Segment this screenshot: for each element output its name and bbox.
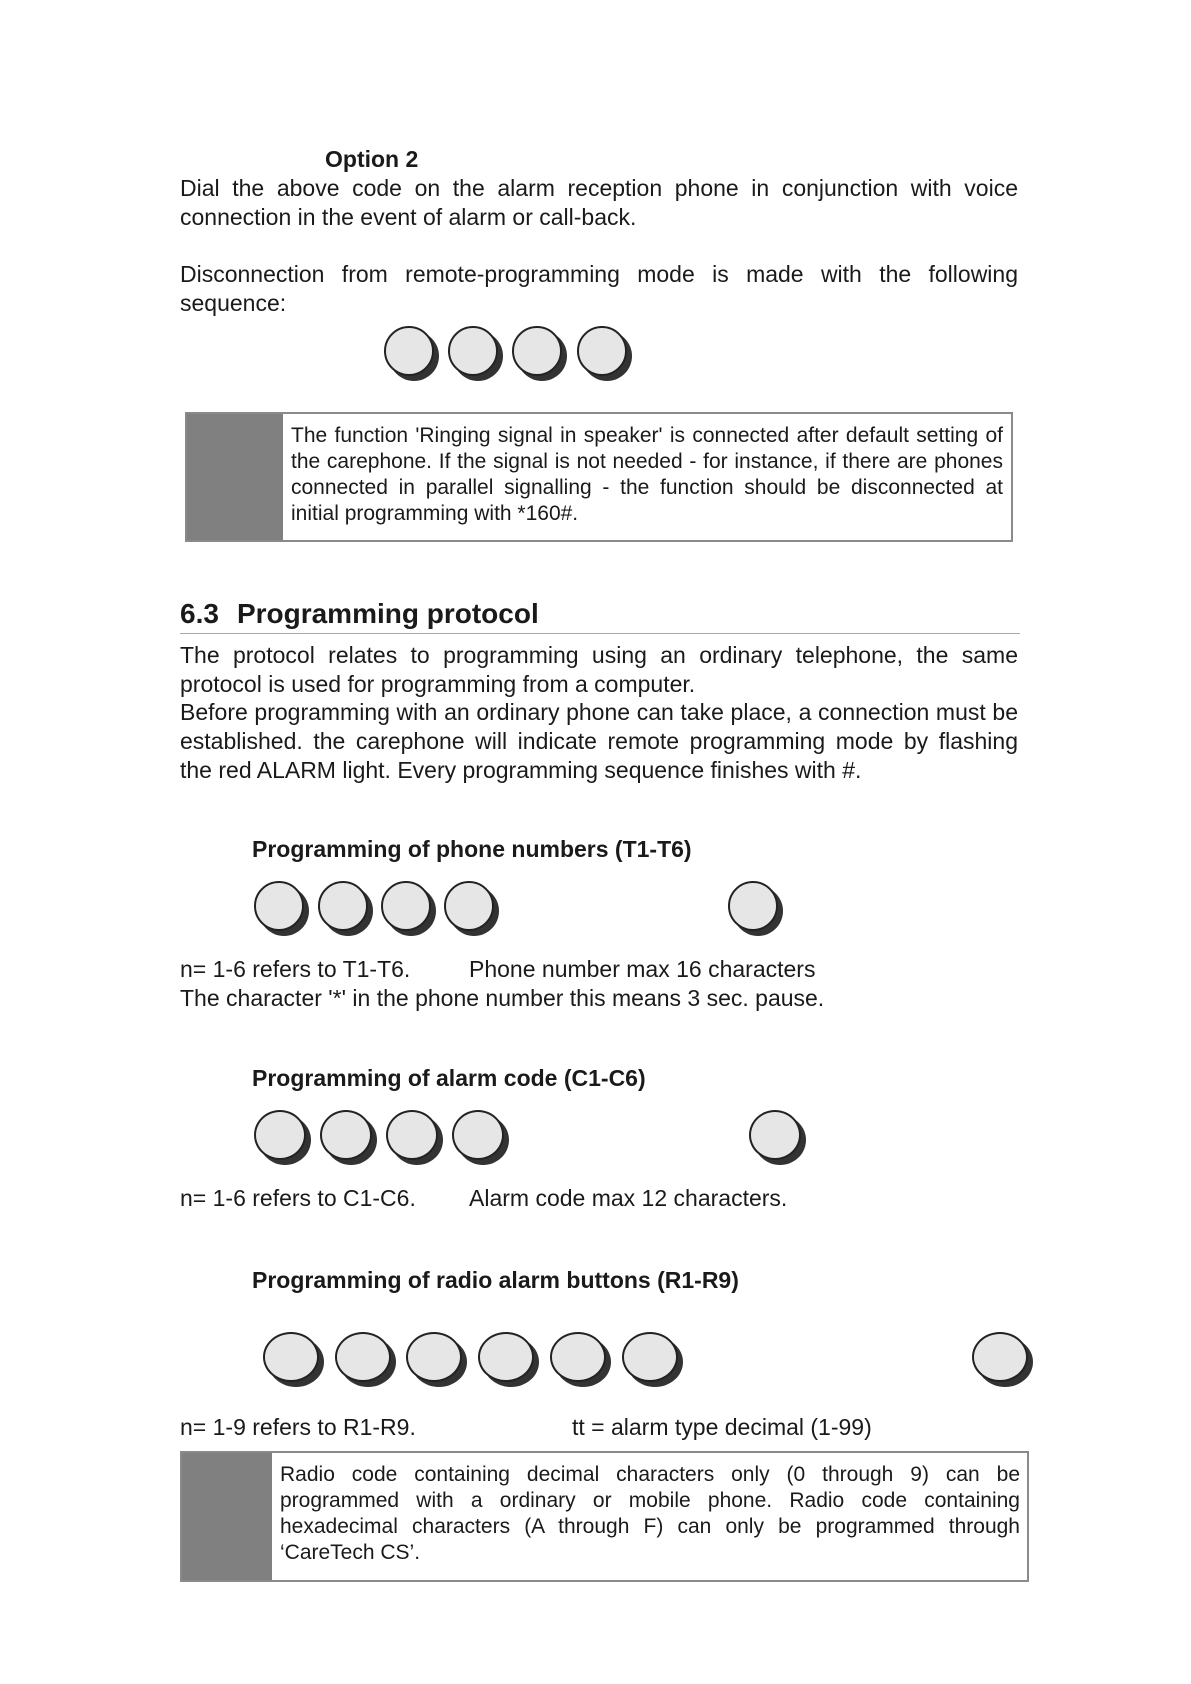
key-icon — [335, 1332, 391, 1382]
key-icon — [320, 1110, 372, 1160]
section-heading — [180, 598, 539, 630]
radio-note-tt: tt = alarm type decimal (1-99) — [572, 1414, 872, 1440]
alarm-note-max: Alarm code max 12 characters. — [469, 1185, 788, 1211]
key-icon — [512, 326, 562, 376]
phone-note-max: Phone number max 16 characters — [469, 956, 816, 982]
phone-note-n: n= 1-6 refers to T1-T6. — [180, 956, 411, 982]
alarm-note-n: n= 1-6 refers to C1-C6. — [180, 1185, 416, 1211]
disconnect-paragraph: Disconnection from remote-programming mode is made with the following sequence: — [180, 261, 1018, 316]
key-icon — [444, 881, 494, 931]
key-icon — [384, 326, 434, 376]
section-paragraph-1: The protocol relates to programming using an ordinary telephone, the same protocol is used for programming from a computer. — [180, 642, 1018, 697]
note-box-radio-code — [180, 1451, 1029, 1582]
note-text: The function 'Ringing signal in speaker' is connected after default setting of the carephone. If the signal is not needed - for instance, if there are phones connected in parallel signalling - the function should be disconnected at initial programming with *160#. — [291, 424, 1003, 525]
note-bar — [182, 1453, 272, 1580]
option-2-title: Option 2 — [325, 146, 419, 172]
phone-numbers-title: Programming of phone numbers (T1-T6) — [252, 836, 692, 862]
key-icon — [550, 1332, 606, 1382]
key-icon — [254, 881, 304, 931]
section-paragraph-2: Before programming with an ordinary phone can take place, a connection must be established. the carephone will indicate remote programming mode by flashing the red ALARM light. Every programming sequence finishes with #. — [180, 699, 1018, 783]
key-icon — [478, 1332, 534, 1382]
phone-note-pause: The character '*' in the phone number this means 3 sec. pause. — [180, 985, 825, 1011]
key-icon — [386, 1110, 438, 1160]
alarm-code-title: Programming of alarm code (C1-C6) — [252, 1065, 646, 1091]
heading-rule — [180, 633, 1020, 634]
key-icon — [318, 881, 368, 931]
note-box-ringing-signal — [185, 412, 1013, 542]
key-icon — [263, 1332, 319, 1382]
note-bar — [187, 414, 283, 540]
key-icon — [972, 1332, 1028, 1382]
key-icon — [728, 881, 778, 931]
radio-buttons-title: Programming of radio alarm buttons (R1-R9) — [252, 1267, 739, 1293]
key-icon — [622, 1332, 678, 1382]
note-text: Radio code containing decimal characters only (0 through 9) can be programmed with a ordinary or mobile phone. Radio code containing hexadecimal characters (A through F) can only be programmed through ‘CareTech CS’. — [280, 1463, 1020, 1564]
option-2-paragraph: Dial the above code on the alarm reception phone in conjunction with voice connection in the event of alarm or call-back. — [180, 175, 1018, 230]
key-icon — [381, 881, 431, 931]
key-icon — [577, 326, 627, 376]
section-title: Programming protocol — [236, 598, 539, 629]
radio-note-n: n= 1-9 refers to R1-R9. — [180, 1414, 416, 1440]
key-icon — [749, 1110, 801, 1160]
key-icon — [448, 326, 498, 376]
key-icon — [452, 1110, 504, 1160]
section-number: 6.3 — [180, 598, 219, 629]
key-icon — [406, 1332, 462, 1382]
key-icon — [254, 1110, 306, 1160]
